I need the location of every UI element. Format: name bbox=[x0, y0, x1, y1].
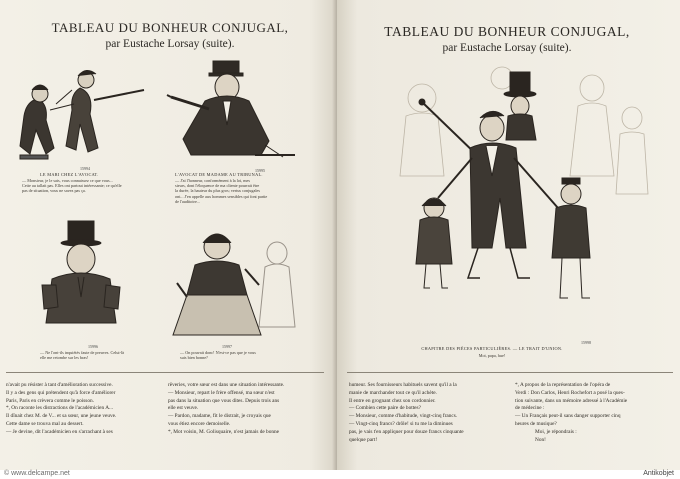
right-page-column-1 bbox=[349, 382, 504, 444]
panel-4-caption-line: suis bien bonne? bbox=[180, 355, 208, 361]
panel-2-number: 15995 bbox=[255, 168, 265, 173]
text-line: Il y a des gens qui prétendent qu'à force d'améliorer bbox=[6, 389, 116, 396]
panel-1-caption-line: pas de situation, vous ne savez pas ça. bbox=[22, 188, 86, 194]
text-line: Non! bbox=[535, 436, 546, 443]
illustration-family-procession bbox=[392, 58, 662, 348]
panel-3-caption bbox=[40, 350, 170, 360]
left-page-column-2 bbox=[168, 382, 328, 437]
right-page-column-2 bbox=[515, 382, 675, 444]
text-line: Paris, Paris en crèvera comme le poisson. bbox=[6, 397, 94, 404]
panel-2-title: L'AVOCAT DE MADAME AU TRIBUNAL. bbox=[175, 172, 263, 177]
illustration-lawyer-tribunal bbox=[165, 55, 305, 170]
illustration-husband-lawyer bbox=[10, 60, 160, 170]
panel-4-caption-line: — On pouvait donc! N'est-ce pas que je vous bbox=[180, 350, 256, 355]
text-line: quelque part! bbox=[349, 436, 378, 443]
text-line: vous étiez encore demoiselle. bbox=[168, 420, 231, 427]
panel-1-caption bbox=[22, 178, 152, 194]
illustration-man-top-hat bbox=[30, 215, 140, 340]
main-panel-number: 15998 bbox=[581, 340, 591, 345]
text-line: de médecine : bbox=[515, 405, 545, 412]
image-footer bbox=[0, 470, 680, 479]
panel-2-caption-line: de l'auditoire... bbox=[175, 198, 200, 204]
left-page-column-1 bbox=[6, 382, 156, 437]
text-line: n'avait pu résister à tant d'amélioration successive. bbox=[6, 382, 113, 388]
text-line: Il dînait chez M. de V... et sa sœur, une jeune veuve. bbox=[6, 413, 117, 420]
text-line: — Monsieur, repart le frère offensé, ma sœur n'est bbox=[168, 389, 275, 396]
panel-3-caption-line: — Ne l'ont-ils inquiétés faute de preuves. Celui-là bbox=[40, 350, 125, 355]
left-page bbox=[0, 0, 337, 470]
panel-1-title: LE MARI CHEZ L'AVOCAT. bbox=[40, 172, 99, 177]
text-line: pas dans la situation que vous dites. Depuis trois ans bbox=[168, 397, 280, 404]
text-line: *, Mot voisin, M. Golisquaire, n'est jamais de bonne bbox=[168, 428, 279, 435]
text-line: Moi, je répondrais : bbox=[535, 428, 577, 435]
panel-2-caption-line: la durée, la hauteur du plus gros; vertus conjugales bbox=[175, 188, 261, 194]
text-line: — Combien cette paire de bottes? bbox=[349, 405, 421, 412]
text-line: — Je devine, dit l'académicien en s'arrachant à ses bbox=[6, 428, 113, 435]
text-line: elle est veuve. bbox=[168, 405, 199, 412]
text-line: heures de musique? bbox=[515, 420, 557, 427]
text-line: pas, je vais t'en appliquer pour douze francs cinquante bbox=[349, 428, 464, 435]
text-line: — Pardon, madame, fit le distrait, je croyais que bbox=[168, 413, 271, 420]
panel-4-caption bbox=[180, 350, 310, 360]
panel-2-caption-line: sieurs, dont l'éloquence de ma cliente pourrait être bbox=[175, 183, 260, 189]
panel-1-caption-line: — Monsieur, je le sais, vous connaissez ce que vous... bbox=[22, 178, 113, 183]
illustration-woman-gown bbox=[165, 225, 315, 340]
text-line: Cette dame se trouva mal au dessert. bbox=[6, 420, 84, 427]
text-line: — Monsieur, comme d'habitude, vingt-cinq francs. bbox=[349, 413, 458, 420]
main-panel-caption: Moi, papa, hue! bbox=[478, 353, 506, 358]
panel-2-caption bbox=[175, 178, 325, 204]
text-line: — Vingt-cinq francs? drôle! si tu me la diminues bbox=[349, 420, 453, 427]
left-page-title: TABLEAU DU BONHEUR CONJUGAL, bbox=[51, 20, 289, 35]
watermark-right: Antikobjet bbox=[643, 470, 674, 477]
right-page-subtitle: par Eustache Lorsay (suite). bbox=[442, 42, 572, 54]
right-page-rule bbox=[347, 372, 673, 373]
left-page-subtitle: par Eustache Lorsay (suite). bbox=[105, 38, 235, 50]
text-line: tion suivante, dans un mémoire adressé à l'Académie bbox=[515, 397, 628, 404]
panel-3-caption-line: elle me retombe sur les bras! bbox=[40, 355, 89, 361]
panel-4-number: 15997 bbox=[222, 344, 232, 349]
panel-3-number: 15996 bbox=[88, 344, 98, 349]
watermark-left: © www.delcampe.net bbox=[4, 470, 70, 477]
panel-1-number: 15994 bbox=[80, 166, 90, 171]
left-page-rule bbox=[6, 372, 324, 373]
text-line: rêveries, votre sœur est dans une situation intéressante. bbox=[168, 382, 285, 388]
panel-2-caption-line: — J'ai l'honneur, conformément à la loi, mes bbox=[175, 178, 250, 183]
text-line: manie de marchander tout ce qu'il achète. bbox=[349, 389, 437, 396]
panel-2-caption-line: ont... J'en appelle aux hommes sensibles qui font partie bbox=[175, 193, 268, 199]
main-panel-title: CHAPITRE DES PIÈCES PARTICULIÈRES. — LE TRAIT D'UNION. bbox=[421, 346, 563, 351]
text-line: *, On raconte les distractions de l'académicien A... bbox=[6, 405, 114, 412]
right-page bbox=[337, 0, 680, 470]
text-line: humeur. Ses fournisseurs habituels savent qu'il a la bbox=[349, 382, 457, 388]
right-page-title: TABLEAU DU BONHEUR CONJUGAL, bbox=[384, 24, 630, 39]
text-line: Verdi : Don Carlos, Henri Rochefort a posé la ques- bbox=[515, 389, 625, 396]
text-line: Il entre en grognant chez son cordonnier. bbox=[349, 397, 436, 404]
panel-1-caption-line: Cette au tallait pas. Elles ont partout intéressante; ce qu'elle bbox=[22, 183, 122, 189]
text-line: *, A propos de la représentation de l'opéra de bbox=[515, 382, 611, 388]
text-line: — Un Français peut-il sans danger supporter cinq bbox=[515, 413, 621, 420]
